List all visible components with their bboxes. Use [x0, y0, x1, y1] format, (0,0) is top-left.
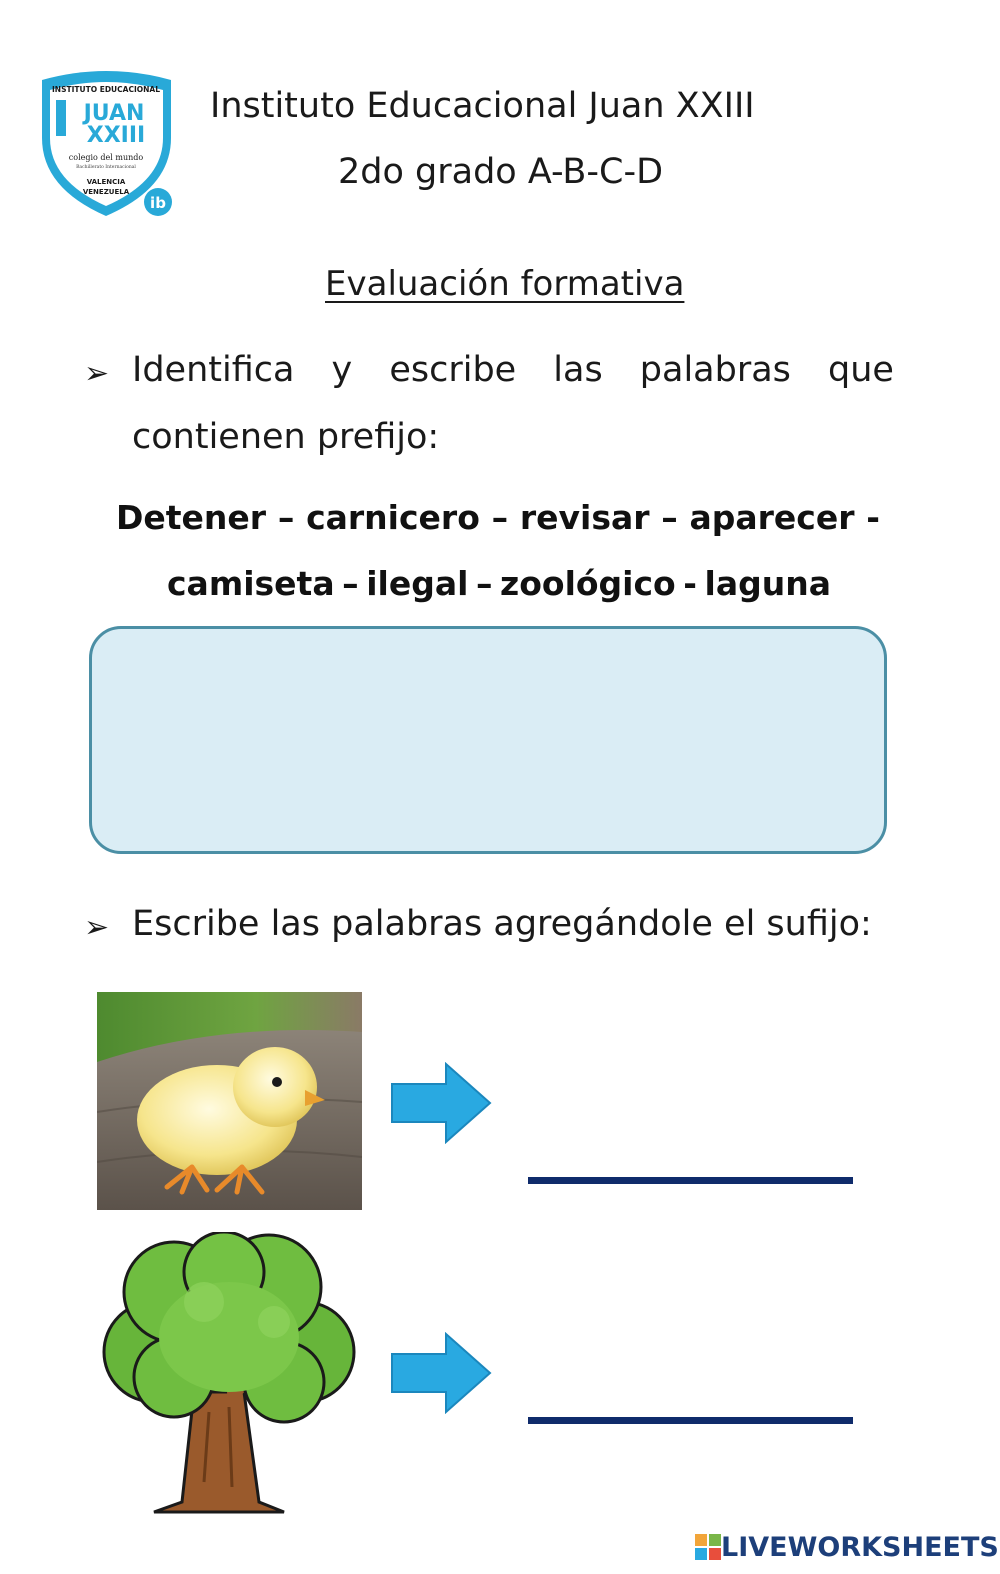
ib-badge: ib [150, 194, 166, 212]
logo-tagline: colegio del mundo [68, 153, 144, 162]
logo-tagline2: Bachillerato Internacional [76, 165, 136, 170]
q1-word: que [828, 350, 894, 390]
word-list-line1 [116, 498, 880, 537]
liveworksheets-logo-icon [695, 1534, 721, 1560]
word-item: carnicero [306, 498, 480, 537]
logo-name-line2: XXIII [86, 123, 146, 148]
word-separator: – [661, 498, 678, 537]
bullet-arrow-icon: ➢ [84, 356, 110, 391]
word-item: aparecer [689, 498, 855, 537]
q1-word: escribe [389, 350, 517, 390]
word-item: ilegal [366, 564, 469, 603]
word-separator: – [342, 564, 359, 603]
chick-photo [97, 992, 362, 1210]
logo-city: VALENCIA [86, 178, 126, 186]
question2-text: Escribe las palabras agregándole el sufijo: [132, 904, 872, 944]
institution-name: Instituto Educacional Juan XXIII [210, 86, 755, 126]
q1-word: las [553, 350, 603, 390]
answer-line[interactable] [528, 1177, 853, 1184]
bullet-arrow-icon: ➢ [84, 910, 110, 945]
right-arrow-icon [390, 1332, 492, 1414]
word-list-line2 [167, 564, 831, 603]
logo-name-line1: JUAN [83, 101, 145, 126]
liveworksheets-watermark [695, 1531, 999, 1563]
logo-top-text: INSTITUTO EDUCACIONAL [52, 85, 160, 94]
school-logo [34, 68, 179, 220]
q1-word: Identifica [132, 350, 295, 390]
word-item: Detener [116, 498, 267, 537]
page-title: Evaluación formativa [325, 264, 685, 304]
word-separator: - [683, 564, 697, 603]
grade-label: 2do grado A-B-C-D [338, 152, 664, 192]
word-item: laguna [704, 564, 831, 603]
question1-line2: contienen prefijo: [132, 417, 440, 457]
word-separator: - [866, 498, 880, 537]
watermark-text: LIVEWORKSHEETS [721, 1531, 999, 1563]
word-separator: – [475, 564, 493, 603]
answer-line[interactable] [528, 1417, 853, 1424]
question1-line1 [132, 350, 894, 390]
word-separator: – [277, 498, 295, 537]
logo-country: VENEZUELA [82, 188, 130, 196]
word-separator: – [491, 498, 509, 537]
q1-word: y [331, 350, 353, 390]
tree-illustration [94, 1232, 362, 1514]
q1-word: palabras [639, 350, 791, 390]
word-item: zoológico [500, 564, 676, 603]
right-arrow-icon [390, 1062, 492, 1144]
prefix-answer-box[interactable] [89, 626, 887, 854]
word-item: camiseta [167, 564, 335, 603]
word-item: revisar [519, 498, 650, 537]
